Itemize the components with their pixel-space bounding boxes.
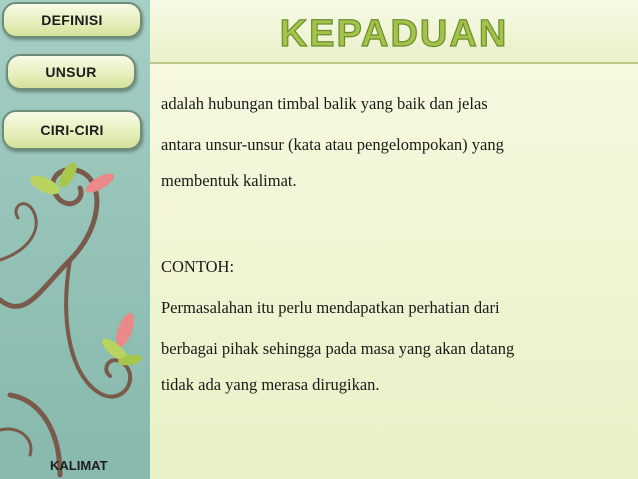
definition-line-1: adalah hubungan timbal balik yang baik dan jelas [161, 94, 488, 113]
slide-title-graphic [150, 0, 638, 62]
sidebar [0, 0, 150, 479]
example-heading: CONTOH: [161, 257, 235, 276]
nav-unsur-label: UNSUR [45, 64, 97, 80]
definition-line-3: membentuk kalimat. [161, 171, 297, 190]
nav-definisi-label: DEFINISI [41, 12, 103, 28]
slide-title: KEPADUAN [279, 13, 509, 55]
example-line-2: berbagai pihak sehingga pada masa yang akan datang [161, 339, 515, 358]
nav-unsur-button[interactable] [6, 54, 136, 90]
text-panel [158, 70, 628, 474]
nav-kalimat-button[interactable] [50, 458, 108, 473]
title-bar [150, 0, 638, 64]
leaf-group [28, 160, 143, 367]
nav-ciri-ciri-label: CIRI-CIRI [40, 122, 104, 138]
definition-line-2: antara unsur-unsur (kata atau pengelompokan) yang [161, 135, 504, 154]
nav-ciri-ciri-button[interactable] [2, 110, 142, 150]
nav-kalimat-label: KALIMAT [50, 458, 108, 473]
example-line-1: Permasalahan itu perlu mendapatkan perhatian dari [161, 298, 500, 317]
example-line-3: tidak ada yang merasa dirugikan. [161, 375, 380, 394]
nav-definisi-button[interactable] [2, 2, 142, 38]
